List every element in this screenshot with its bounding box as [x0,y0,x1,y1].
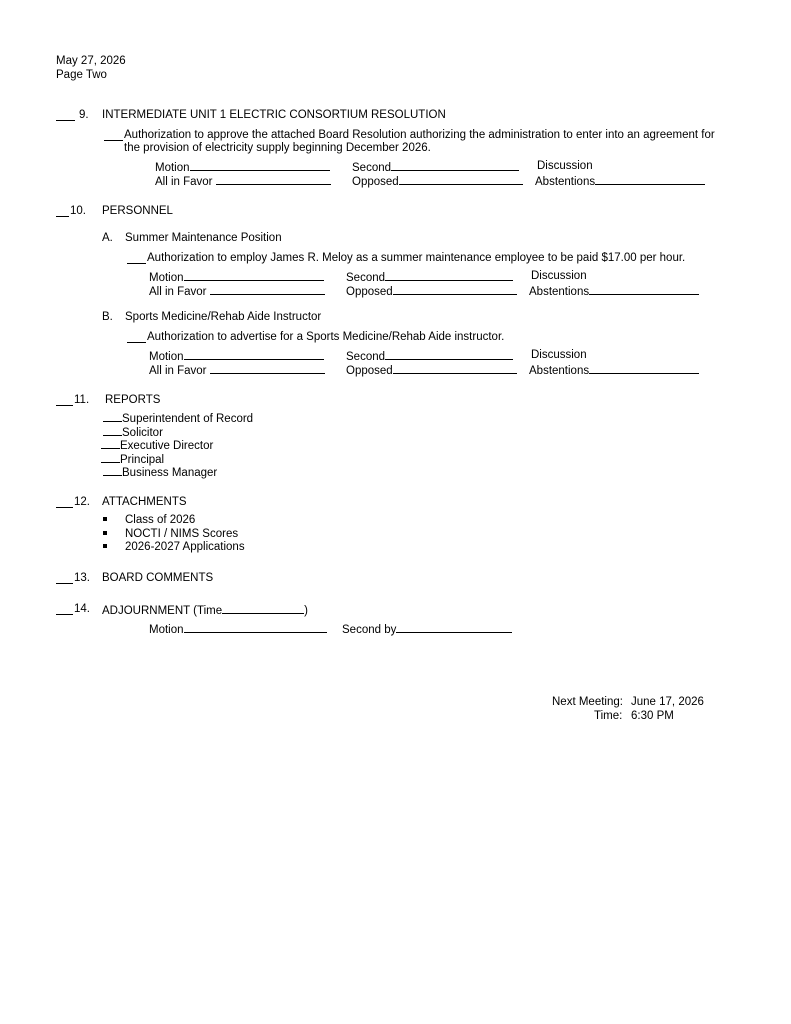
report-business-manager: Business Manager [103,465,217,481]
item-9-check-line [56,110,75,121]
next-meeting-label: Next Meeting: [552,696,623,708]
item-10-check-line [56,206,69,217]
item-11-title: REPORTS [105,394,161,406]
item-10a-second: Second [346,270,513,286]
item-10-title: PERSONNEL [102,205,173,217]
item-10b-abstentions: Abstentions [529,363,699,379]
item-10b-text: Authorization to advertise for a Sports Medicine/Rehab Aide instructor. [147,331,505,343]
item-10-number: 10. [70,205,86,217]
item-10b-letter: B. [102,311,113,323]
item-12-number: 12. [74,496,90,508]
item-9-number: 9. [79,109,89,121]
report-solicitor: Solicitor [103,425,163,441]
item-13-number: 13. [74,572,90,584]
item-10a-text: Authorization to employ James R. Meloy as a summer maintenance employee to be paid $17.00 per hour. [147,252,686,264]
item-14-second-by: Second by [342,622,512,638]
item-10b-discussion: Discussion [531,349,587,361]
item-11-check-line [56,395,73,406]
item-14-title: ADJOURNMENT (Time ) [102,605,308,617]
item-10b-check-line [127,332,146,343]
item-10a-letter: A. [102,232,113,244]
item-9-text-line2: the provision of electricity supply beginning December 2026. [124,142,431,154]
item-13-check-line [56,573,73,584]
item-14-motion: Motion [149,622,327,638]
item-10a-all-in-favor: All in Favor [149,284,325,300]
header-page-number: Page Two [56,69,107,81]
item-10b-motion: Motion [149,349,324,365]
bullet-icon [103,531,107,535]
item-9-title: INTERMEDIATE UNIT 1 ELECTRIC CONSORTIUM RESOLUTION [102,109,446,121]
item-9-discussion: Discussion [537,160,593,172]
report-principal: Principal [101,452,164,468]
item-9-motion: Motion [155,160,330,176]
item-10b-title: Sports Medicine/Rehab Aide Instructor [125,311,322,323]
item-10a-opposed: Opposed [346,284,517,300]
item-9-opposed: Opposed [352,174,523,190]
item-14-number: 14. [74,603,90,615]
item-9-second: Second [352,160,519,176]
item-10b-all-in-favor: All in Favor [149,363,325,379]
header-date: May 27, 2026 [56,55,126,67]
bullet-icon [103,517,107,521]
item-9-abstentions: Abstentions [535,174,705,190]
item-14-check-line [56,604,73,615]
attachment-item: NOCTI / NIMS Scores [103,528,238,542]
meeting-time-label: Time: [594,710,623,722]
item-10a-motion: Motion [149,270,324,286]
item-11-number: 11. [74,394,90,406]
item-13-title: BOARD COMMENTS [102,572,214,584]
item-10a-abstentions: Abstentions [529,284,699,300]
item-10b-opposed: Opposed [346,363,517,379]
item-12-title: ATTACHMENTS [102,496,187,508]
item-9-all-in-favor: All in Favor [155,174,331,190]
bullet-icon [103,544,107,548]
next-meeting-value: June 17, 2026 [631,696,704,708]
item-10a-title: Summer Maintenance Position [125,232,282,244]
item-10b-second: Second [346,349,513,365]
item-9-sub-check-line [104,130,123,141]
item-9-text-line1: Authorization to approve the attached Board Resolution authorizing the administration to enter into an agreement for [124,129,715,141]
meeting-time-value: 6:30 PM [631,710,674,722]
attachment-item: 2026-2027 Applications [103,541,245,555]
attachment-item: Class of 2026 [103,514,195,528]
item-12-check-line [56,497,73,508]
report-superintendent: Superintendent of Record [103,411,253,427]
report-executive-director: Executive Director [101,438,213,454]
item-10a-discussion: Discussion [531,270,587,282]
item-10a-check-line [127,253,146,264]
